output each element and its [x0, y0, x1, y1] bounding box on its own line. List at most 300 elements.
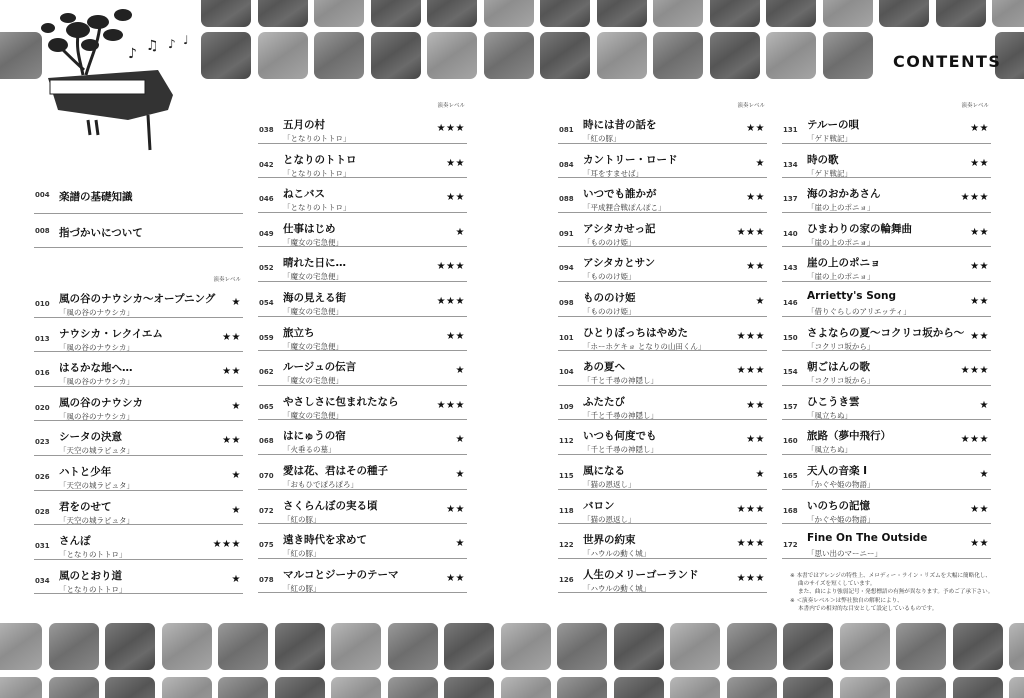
border-tile: [953, 677, 1003, 698]
entry-title: ねこバス: [283, 188, 325, 201]
page-number: 091: [559, 229, 574, 238]
difficulty-stars: ★: [755, 468, 765, 480]
toc-row[interactable]: [258, 144, 467, 179]
page-number: 112: [559, 437, 574, 446]
difficulty-stars: ★★: [970, 503, 989, 515]
border-tile: [840, 623, 890, 670]
difficulty-stars: ★★★: [436, 123, 465, 134]
difficulty-stars: ★★: [222, 366, 241, 378]
entry-title: バロン: [583, 499, 615, 512]
page-number: 081: [559, 126, 574, 134]
page-number: 126: [559, 575, 574, 584]
toc-row[interactable]: [258, 490, 467, 525]
border-tile: [953, 623, 1003, 670]
entry-title: 風の谷のナウシカ: [59, 396, 143, 409]
entry-source: 「猫の恩返し」: [583, 514, 636, 524]
difficulty-stars: ★: [455, 468, 465, 480]
toc-row[interactable]: [34, 491, 243, 526]
difficulty-stars: ★: [979, 399, 989, 411]
entry-title: 世界の約束: [583, 534, 636, 547]
toc-row[interactable]: [258, 317, 467, 352]
entry-source: 「となりのトトロ」: [59, 550, 127, 560]
difficulty-stars: ★★: [222, 331, 241, 343]
page-number: 172: [783, 541, 798, 550]
toc-row[interactable]: [558, 213, 767, 248]
difficulty-stars: ★★: [970, 261, 989, 273]
toc-row[interactable]: [558, 144, 767, 179]
border-tile: [427, 32, 477, 79]
difficulty-stars: ★★: [746, 261, 765, 273]
toc-row[interactable]: [258, 247, 467, 282]
toc-row[interactable]: [558, 103, 767, 144]
difficulty-stars: ★★★: [436, 295, 465, 307]
entry-title: 天人の音楽 I: [807, 464, 868, 477]
entry-title: アシタカせっ記: [583, 222, 656, 235]
difficulty-stars: ★★: [446, 192, 465, 204]
page-number: 078: [259, 575, 274, 584]
page-number: 140: [783, 229, 798, 238]
toc-row[interactable]: [782, 490, 991, 525]
difficulty-stars: ★: [231, 469, 241, 481]
entry-title: さんぽ: [59, 535, 91, 548]
difficulty-stars: ★★: [746, 123, 765, 134]
entry-title: 風のとおり道: [59, 569, 122, 582]
page-number: 094: [559, 264, 574, 273]
entry-title: 君をのせて: [59, 500, 112, 513]
border-tile: [727, 677, 777, 698]
difficulty-stars: ★★★: [960, 192, 989, 204]
toc-row[interactable]: [34, 456, 243, 491]
entry-title: さよならの夏～コクリコ坂から～: [807, 326, 965, 339]
entry-source: 「天空の城ラピュタ」: [59, 446, 134, 456]
difficulty-stars: ★★: [970, 295, 989, 307]
border-tile: [653, 32, 703, 79]
entry-source: 「魔女の宅急便」: [283, 237, 343, 247]
level-label: 演奏レベル: [437, 103, 465, 109]
page-number: 137: [783, 195, 798, 204]
entry-title: いのちの記憶: [807, 499, 870, 512]
border-tile: [879, 0, 929, 27]
level-label: 演奏レベル: [213, 277, 241, 283]
page-number: 143: [783, 264, 798, 273]
difficulty-stars: ★: [755, 157, 765, 169]
page-number: 068: [259, 437, 274, 446]
difficulty-stars: ★★: [970, 226, 989, 238]
toc-row[interactable]: [258, 455, 467, 490]
difficulty-stars: ★: [455, 434, 465, 446]
difficulty-stars: ★★: [746, 192, 765, 204]
difficulty-stars: ★★★: [436, 399, 465, 411]
entry-source: 「紅の豚」: [583, 134, 621, 143]
toc-row[interactable]: [34, 525, 243, 560]
page-number: 134: [783, 160, 798, 169]
entry-source: 「もののけ姫」: [583, 237, 636, 247]
border-tile: [710, 0, 760, 27]
page-number: 165: [783, 471, 798, 480]
difficulty-stars: ★★: [746, 399, 765, 411]
entry-title: 海のおかあさん: [807, 188, 881, 201]
page-number: 052: [259, 264, 274, 273]
entry-source: 「崖の上のポニョ」: [807, 272, 875, 282]
entry-source: 「魔女の宅急便」: [283, 341, 343, 351]
toc-row[interactable]: [34, 560, 243, 595]
toc-row[interactable]: [782, 455, 991, 490]
border-tile: [1009, 623, 1024, 670]
entry-source: 「かぐや姫の物語」: [807, 479, 875, 489]
border-tile: [258, 0, 308, 27]
toc-row[interactable]: [258, 351, 467, 386]
border-tile: [444, 623, 494, 670]
toc-row[interactable]: [558, 282, 767, 317]
toc-row[interactable]: [258, 420, 467, 455]
border-tile: [218, 623, 268, 670]
page-number: 031: [35, 542, 50, 551]
page-number: 075: [259, 541, 274, 550]
entry-title: 時には昔の話を: [583, 119, 657, 131]
toc-row[interactable]: [34, 277, 243, 318]
svg-text:♩: ♩: [183, 33, 189, 47]
page-number: 020: [35, 403, 50, 412]
entry-title: ナウシカ・レクイエム: [59, 327, 163, 340]
entry-title: マルコとジーナのテーマ: [283, 568, 399, 581]
entry-source: 「おもひでぽろぽろ」: [283, 479, 358, 489]
toc-row[interactable]: [258, 213, 467, 248]
page-title: CONTENTS: [893, 52, 1002, 71]
entry-title: はるかな地へ…: [59, 362, 133, 375]
page-number: 109: [559, 402, 574, 411]
entry-source: 「思い出のマーニー」: [807, 549, 882, 559]
page-number: 013: [35, 334, 50, 343]
difficulty-stars: ★★: [970, 538, 989, 550]
entry-title: ひこうき雲: [807, 395, 860, 408]
page-number: 157: [783, 402, 798, 411]
toc-row[interactable]: [258, 559, 467, 594]
difficulty-stars: ★: [231, 504, 241, 516]
toc-row[interactable]: [558, 420, 767, 455]
difficulty-stars: ★★★: [736, 330, 765, 342]
page-number: 049: [259, 229, 274, 238]
entry-title: 人生のメリーゴーランド: [583, 568, 699, 581]
entry-title: 仕事はじめ: [283, 222, 336, 235]
toc-row[interactable]: [558, 351, 767, 386]
border-tile: [371, 0, 421, 27]
entry-title: 朝ごはんの歌: [807, 361, 870, 374]
entry-title: ひとりぼっちはやめた: [583, 326, 688, 339]
entry-title: 海の見える街: [283, 291, 346, 304]
difficulty-stars: ★★★: [212, 539, 241, 551]
border-tile: [275, 677, 325, 698]
difficulty-stars: ★: [979, 468, 989, 480]
toc-row[interactable]: [782, 317, 991, 352]
border-tile: [275, 623, 325, 670]
border-tile: [484, 32, 534, 79]
page-number: 065: [259, 402, 274, 411]
toc-row[interactable]: [782, 282, 991, 317]
entry-title: いつも何度でも: [583, 430, 657, 443]
border-tile: [557, 677, 607, 698]
border-tile: [540, 32, 590, 79]
difficulty-stars: ★★★: [736, 538, 765, 550]
note-line: 本書内での相対的な目安として設定しているものです。: [798, 605, 938, 612]
toc-row[interactable]: [782, 213, 991, 248]
page-number: 004: [35, 191, 50, 199]
difficulty-stars: ★: [455, 365, 465, 377]
difficulty-stars: ★★: [970, 123, 989, 134]
border-tile: [427, 0, 477, 27]
difficulty-stars: ★: [755, 295, 765, 307]
entry-source: 「猫の恩返し」: [583, 479, 636, 489]
toc-row[interactable]: [782, 386, 991, 421]
entry-source: 「風の谷のナウシカ」: [59, 377, 134, 387]
border-tile: [331, 623, 381, 670]
difficulty-stars: ★★★: [960, 434, 989, 446]
border-tile: [314, 32, 364, 79]
bottom-tile-border: [0, 620, 1024, 698]
toc-row[interactable]: [558, 178, 767, 213]
entry-title: いつでも誰かが: [583, 188, 657, 201]
border-tile: [783, 677, 833, 698]
entry-title: ふたたび: [583, 395, 625, 408]
border-tile: [388, 623, 438, 670]
toc-row[interactable]: [782, 524, 991, 559]
entry-title: 風になる: [583, 464, 625, 477]
border-tile: [501, 677, 551, 698]
border-tile: [823, 32, 873, 79]
toc-row[interactable]: [34, 214, 243, 248]
entry-title: ひまわりの家の輪舞曲: [807, 222, 912, 235]
entry-source: 「紅の豚」: [283, 583, 321, 593]
entry-source: 「天空の城ラピュタ」: [59, 480, 134, 490]
border-tile: [501, 623, 551, 670]
entry-title: 楽譜の基礎知識: [59, 191, 133, 203]
toc-column-2: [258, 103, 467, 593]
border-tile: [557, 623, 607, 670]
note-line: また、曲により強弱記号・発想標語の有無が異なります。予めご了承下さい。: [798, 589, 994, 596]
entry-title: ハトと少年: [59, 465, 112, 478]
border-tile: [823, 0, 873, 27]
entry-title: となりのトトロ: [283, 153, 357, 166]
page-number: 088: [559, 195, 574, 204]
page-number: 070: [259, 471, 274, 480]
entry-title: 旅路（夢中飛行）: [807, 430, 891, 443]
entry-source: 「となりのトトロ」: [283, 168, 351, 178]
border-tile: [331, 677, 381, 698]
page-number: 101: [559, 333, 574, 342]
entry-source: 「風の谷のナウシカ」: [59, 411, 134, 421]
level-label: 演奏レベル: [737, 103, 765, 109]
entry-source: 「コクリコ坂から」: [807, 341, 875, 351]
toc-row[interactable]: [782, 103, 991, 144]
page-number: 046: [259, 195, 274, 204]
toc-row[interactable]: [258, 386, 467, 421]
page-number: 098: [559, 298, 574, 307]
toc-row[interactable]: [782, 247, 991, 282]
difficulty-stars: ★★★: [736, 365, 765, 377]
difficulty-stars: ★★: [446, 330, 465, 342]
entry-title: テルーの唄: [807, 119, 859, 131]
entry-title: やさしさに包まれたなら: [283, 395, 399, 408]
toc-row[interactable]: [34, 178, 243, 214]
page-number: 154: [783, 368, 798, 377]
entry-source: 「天空の城ラピュタ」: [59, 515, 134, 525]
svg-text:♫: ♫: [146, 38, 159, 54]
page-number: 168: [783, 506, 798, 515]
border-tile: [710, 32, 760, 79]
border-tile: [484, 0, 534, 27]
entry-source: 「火垂るの墓」: [283, 445, 336, 455]
entry-source: 「魔女の宅急便」: [283, 272, 343, 282]
toc-column-4: [782, 103, 991, 559]
border-tile: [727, 623, 777, 670]
entry-source: 「風の谷のナウシカ」: [59, 342, 134, 352]
difficulty-stars: ★★: [746, 434, 765, 446]
border-tile: [201, 0, 251, 27]
toc-row[interactable]: [34, 421, 243, 456]
basics-column: [34, 178, 243, 248]
border-tile: [444, 677, 494, 698]
note-line: 曲のサイズを短くしています。: [798, 581, 876, 588]
difficulty-stars: ★★★: [960, 365, 989, 377]
page-number: 010: [35, 300, 50, 308]
entry-title: Arrietty's Song: [807, 289, 896, 302]
toc-row[interactable]: [782, 178, 991, 213]
toc-row[interactable]: [558, 386, 767, 421]
border-tile: [0, 623, 42, 670]
page-number: 054: [259, 298, 274, 307]
border-tile: [766, 32, 816, 79]
page-number: 104: [559, 368, 574, 377]
border-tile: [783, 623, 833, 670]
difficulty-stars: ★: [231, 573, 241, 585]
note-line: ※ ＜演奏レベル＞は弊社独自の解釈により、: [790, 597, 903, 604]
difficulty-stars: ★★: [446, 157, 465, 169]
border-tile: [653, 0, 703, 27]
border-tile: [49, 677, 99, 698]
entry-title: アシタカとサン: [583, 257, 656, 270]
entry-title: 時の歌: [807, 153, 839, 166]
entry-title: Fine On The Outside: [807, 532, 928, 545]
page-number: 115: [559, 471, 574, 480]
border-tile: [597, 0, 647, 27]
border-tile: [614, 623, 664, 670]
border-tile: [105, 623, 155, 670]
toc-row[interactable]: [782, 351, 991, 386]
toc-row[interactable]: [34, 352, 243, 387]
toc-row[interactable]: [782, 420, 991, 455]
toc-row[interactable]: [34, 318, 243, 353]
page-number: 023: [35, 438, 50, 447]
entry-title: 崖の上のポニョ: [807, 257, 881, 270]
border-tile: [670, 623, 720, 670]
difficulty-stars: ★★★: [736, 226, 765, 238]
page-number: 150: [783, 333, 798, 342]
difficulty-stars: ★★★: [736, 503, 765, 515]
toc-column-1: [34, 277, 243, 594]
toc-row[interactable]: [258, 282, 467, 317]
difficulty-stars: ★★: [970, 330, 989, 342]
entry-source: 「ハウルの動く城」: [583, 549, 651, 559]
footnotes: [790, 572, 1000, 613]
entry-source: 「かぐや姫の物語」: [807, 514, 875, 524]
entry-source: 「ホーホケキョ となりの山田くん」: [583, 341, 706, 351]
entry-source: 「紅の豚」: [283, 514, 321, 524]
entry-source: 「魔女の宅急便」: [283, 410, 343, 420]
toc-row[interactable]: [34, 387, 243, 422]
page-number: 042: [259, 160, 274, 169]
entry-source: 「耳をすませば」: [583, 168, 643, 178]
border-tile: [896, 677, 946, 698]
border-tile: [314, 0, 364, 27]
toc-row[interactable]: [558, 559, 767, 594]
entry-source: 「借りぐらしのアリエッティ」: [807, 306, 911, 316]
entry-source: 「魔女の宅急便」: [283, 306, 343, 316]
border-tile: [49, 623, 99, 670]
entry-source: 「風立ちぬ」: [807, 410, 852, 420]
border-tile: [936, 0, 986, 27]
border-tile: [840, 677, 890, 698]
toc-row[interactable]: [258, 524, 467, 559]
difficulty-stars: ★: [231, 297, 241, 308]
entry-title: 旅立ち: [283, 326, 315, 339]
entry-source: 「となりのトトロ」: [59, 584, 127, 594]
toc-row[interactable]: [558, 247, 767, 282]
entry-source: 「となりのトトロ」: [283, 134, 351, 143]
difficulty-stars: ★★: [970, 157, 989, 169]
border-tile: [162, 623, 212, 670]
difficulty-stars: ★: [455, 226, 465, 238]
toc-row[interactable]: [782, 144, 991, 179]
entry-source: 「ハウルの動く城」: [583, 583, 651, 593]
entry-source: 「紅の豚」: [283, 549, 321, 559]
entry-source: 「千と千尋の神隠し」: [583, 376, 658, 386]
entry-source: 「ゲド戦記」: [807, 168, 852, 178]
entry-source: 「もののけ姫」: [583, 306, 636, 316]
entry-source: 「ゲド戦記」: [807, 134, 852, 143]
page-number: 118: [559, 506, 574, 515]
entry-title: 五月の村: [283, 119, 325, 131]
page-number: 122: [559, 541, 574, 550]
entry-title: あの夏へ: [583, 361, 625, 374]
entry-title: 指づかいについて: [59, 227, 143, 239]
toc-row[interactable]: [258, 178, 467, 213]
difficulty-stars: ★★: [446, 503, 465, 515]
difficulty-stars: ★★★: [736, 572, 765, 584]
difficulty-stars: ★★: [446, 572, 465, 584]
page-number: 008: [35, 227, 50, 235]
page-number: 016: [35, 369, 50, 378]
toc-row[interactable]: [558, 455, 767, 490]
entry-source: 「崖の上のポニョ」: [807, 203, 875, 213]
entry-source: 「風の谷のナウシカ」: [59, 308, 134, 317]
page-number: 034: [35, 576, 50, 585]
page-number: 026: [35, 472, 50, 481]
entry-title: はにゅうの宿: [283, 430, 346, 443]
toc-row[interactable]: [558, 490, 767, 525]
toc-row[interactable]: [558, 524, 767, 559]
border-tile: [670, 677, 720, 698]
entry-source: 「千と千尋の神隠し」: [583, 445, 658, 455]
toc-row[interactable]: [558, 317, 767, 352]
entry-source: 「平成狸合戦ぽんぽこ」: [583, 203, 666, 213]
page-number: 131: [783, 126, 798, 134]
border-tile: [162, 677, 212, 698]
svg-text:♪: ♪: [128, 46, 137, 62]
border-tile: [201, 32, 251, 79]
entry-title: 愛は花、君はその種子: [283, 464, 388, 477]
toc-row[interactable]: [258, 103, 467, 144]
toc-column-3: [558, 103, 767, 593]
border-tile: [371, 32, 421, 79]
